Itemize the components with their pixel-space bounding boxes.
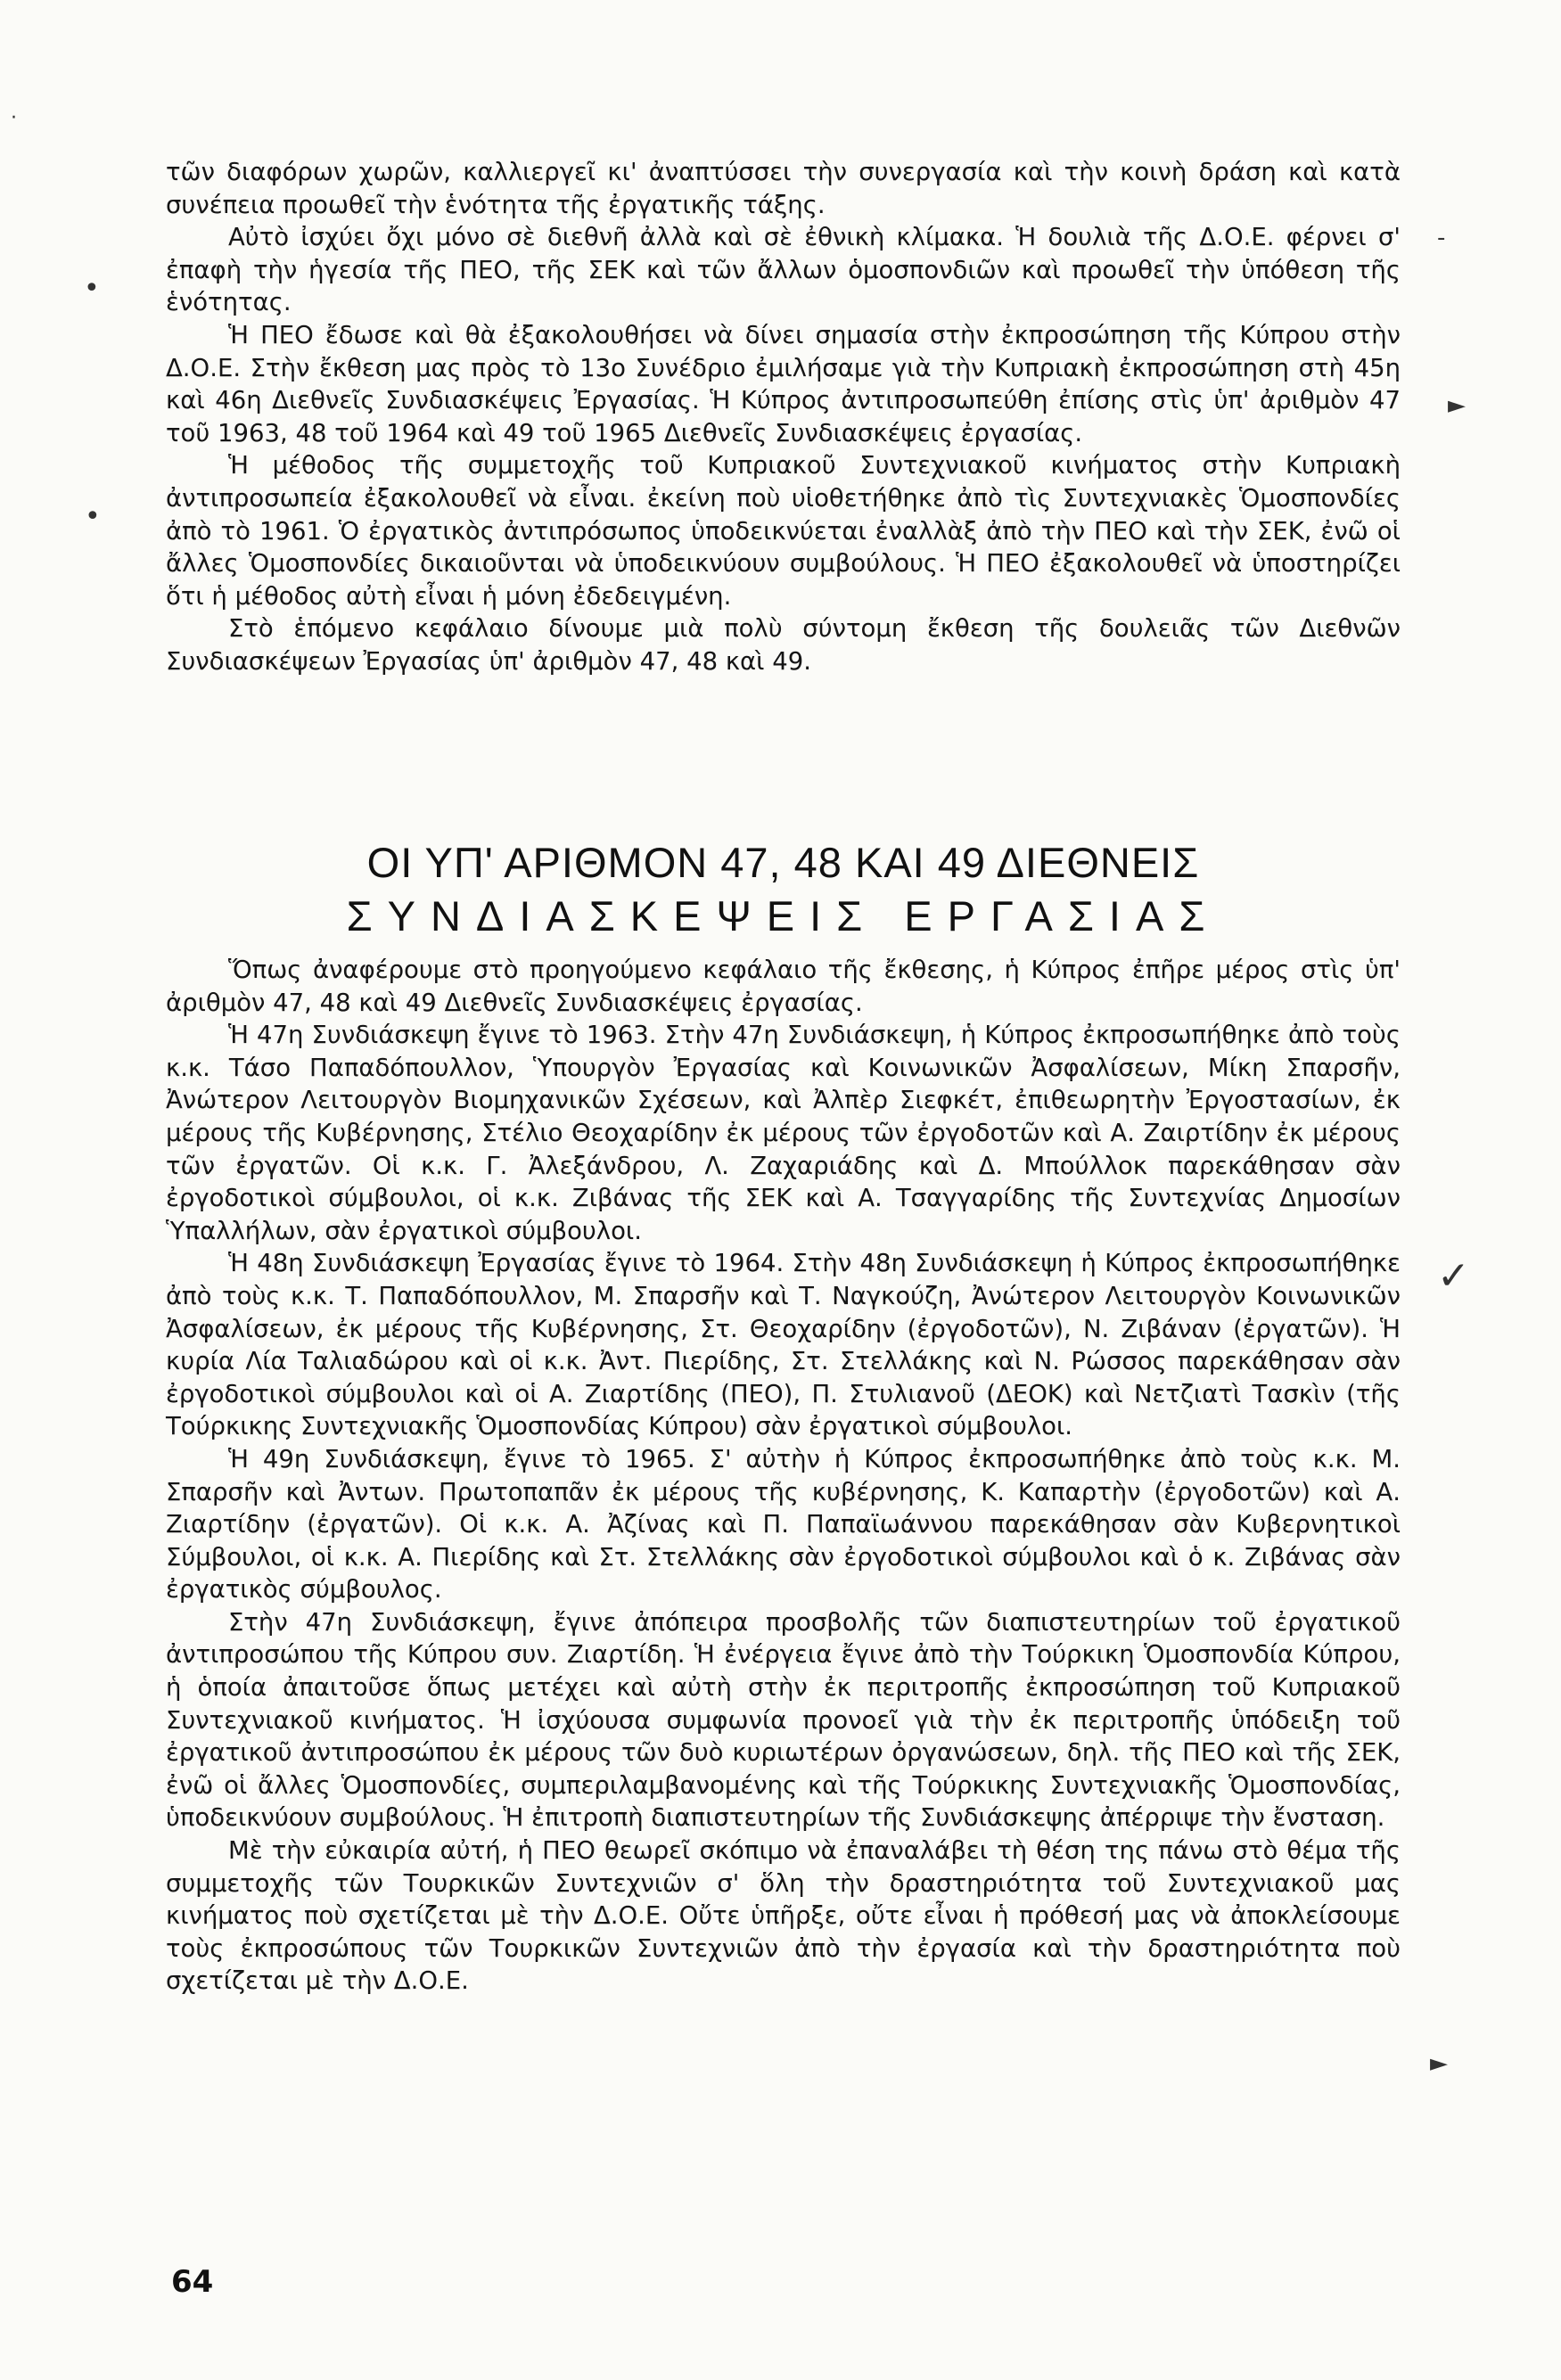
page-number: 64 xyxy=(171,2264,214,2300)
section-heading-line: ΟΙ ΥΠ' ΑΡΙΘΜΟΝ 47, 48 ΚΑΙ 49 ΔΙΕΘΝΕΙΣ xyxy=(366,839,1200,886)
margin-dot: • xyxy=(84,273,100,304)
section-heading-line: ΣΥΝΔΙΑΣΚΕΨΕΙΣ ΕΡΓΑΣΙΑΣ xyxy=(346,892,1220,940)
margin-dash: - xyxy=(1437,225,1446,251)
margin-dot: • xyxy=(85,501,101,532)
paragraph: Ἡ 49η Συνδιάσκεψη, ἔγινε τὸ 1965. Σ' αὐτὴν ἡ Κύπρος ἐκπροσωπήθηκε ἀπὸ τοὺς κ.κ. Μ. Σπαρσῆν καὶ Ἀντων. Πρωτοπαπᾶν ἐκ μέρους τῆς κυβέρνησης, Κ. Καπαρτὴν (ἐργοδοτῶν) καὶ Α. Ζιαρτίδην (ἐργατῶν). Οἱ κ.κ. Α. Ἀζίνας καὶ Π. Παπαϊωάννου παρεκάθησαν σὰν Κυβερνητικοὶ Σύμβουλοι, οἱ κ.κ. Α. Πιερίδης καὶ Στ. Στελλάκης σὰν ἐργοδοτικοὶ σύμβουλοι καὶ ὁ κ. Ζιβάνας σὰν ἐργατικὸς σύμβουλος. xyxy=(166,1444,1401,1604)
paragraph: Αὐτὸ ἰσχύει ὄχι μόνο σὲ διεθνῆ ἀλλὰ καὶ σὲ ἐθνικὴ κλίμακα. Ἡ δουλιὰ τῆς Δ.Ο.Ε. φέρνει σ' ἐπαφὴ τὴν ἡγεσία τῆς ΠΕΟ, τῆς ΣΕΚ καὶ τῶν ἄλλων ὁμοσπονδιῶν καὶ προωθεῖ τὴν ὑπόθεση τῆς ἑνότητας. xyxy=(166,223,1401,317)
paragraph: Ἡ μέθοδος τῆς συμμετοχῆς τοῦ Κυπριακοῦ Συντεχνιακοῦ κινήματος στὴν Κυπριακὴ ἀντιπροσωπεία ἐξακολουθεῖ νὰ εἶναι. ἐκείνη ποὺ υἱοθετήθηκε ἀπὸ τὶς Συντεχνιακὲς Ὁμοσπονδίες ἀπὸ τὸ 1961. Ὁ ἐργατικὸς ἀντιπρόσωπος ὑποδεικνύεται ἐναλλὰξ ἀπὸ τὴν ΠΕΟ καὶ τὴν ΣΕΚ, ἐνῶ οἱ ἄλλες Ὁμοσπονδίες δικαιοῦνται νὰ ὑποδεικνύουν συμβούλους. Ἡ ΠΕΟ ἐξακολουθεῖ νὰ ὑποστηρίζει ὅτι ἡ μέθοδος αὐτὴ εἶναι ἡ μόνη ἐδεδειγμένη. xyxy=(166,451,1401,611)
section-text-block xyxy=(166,954,1401,1998)
margin-dot: · xyxy=(11,107,17,129)
paragraph: τῶν διαφόρων χωρῶν, καλλιεργεῖ κι' ἀναπτύσσει τὴν συνεργασία καὶ τὴν κοινὴ δράση καὶ κατὰ συνέπεια προωθεῖ τὴν ἑνότητα τῆς ἐργατικῆς τάξης. xyxy=(166,158,1401,219)
margin-arrow: ► xyxy=(1448,392,1466,419)
paragraph: Στὴν 47η Συνδιάσκεψη, ἔγινε ἀπόπειρα προσβολῆς τῶν διαπιστευτηρίων τοῦ ἐργατικοῦ ἀντιπροσώπου τῆς Κύπρου συν. Ζιαρτίδη. Ἡ ἐνέργεια ἔγινε ἀπὸ τὴν Τούρκικη Ὁμοσπονδία Κύπρου, ἡ ὁποία ἀπαιτοῦσε ὅπως μετέχει καὶ αὐτὴ στὴν ἐκ περιτροπῆς ἐκπροσώπηση τοῦ Κυπριακοῦ Συντεχνιακοῦ κινήματος. Ἡ ἰσχύουσα συμφωνία προνοεῖ γιὰ τὴν ἐκ περιτροπῆς ὑπόδειξη τοῦ ἐργατικοῦ ἀντιπροσώπου ἐκ μέρους τῶν δυὸ κυριωτέρων ὀργανώσεων, δηλ. τῆς ΠΕΟ καὶ τῆς ΣΕΚ, ἐνῶ οἱ ἄλλες Ὁμοσπονδίες, συμπεριλαμβανομένης καὶ τῆς Τούρκικης Συντεχνιακῆς Ὁμοσπονδίας, ὑποδεικνύουν συμβούλους. Ἡ ἐπιτροπὴ διαπιστευτηρίων τῆς Συνδιάσκεψης ἀπέρριψε τὴν ἔνσταση. xyxy=(166,1607,1401,1833)
paragraph: Μὲ τὴν εὐκαιρία αὐτή, ἡ ΠΕΟ θεωρεῖ σκόπιμο νὰ ἐπαναλάβει τὴ θέση της πάνω στὸ θέμα τῆς συμμετοχῆς τῶν Τουρκικῶν Συντεχνιῶν σ' ὅλη τὴν δραστηριότητα τοῦ Συντεχνιακοῦ μας κινήματος ποὺ σχετίζεται μὲ τὴν Δ.Ο.Ε. Οὔτε ὑπῆρξε, οὔτε εἶναι ἡ πρόθεσή μας νὰ ἀποκλείσουμε τοὺς ἐκπροσώπους τῶν Τουρκικῶν Συντεχνιῶν ἀπὸ τὴν ἐργασία καὶ τὴν δραστηριότητα ποὺ σχετίζεται μὲ τὴν Δ.Ο.Ε. xyxy=(166,1836,1401,1996)
section-heading xyxy=(166,836,1401,943)
margin-check: ✓ xyxy=(1437,1253,1470,1299)
paragraph: Στὸ ἑπόμενο κεφάλαιο δίνουμε μιὰ πολὺ σύντομη ἔκθεση τῆς δουλειᾶς τῶν Διεθνῶν Συνδιασκέψεων Ἐργασίας ὑπ' ἀριθμὸν 47, 48 καὶ 49. xyxy=(166,614,1401,676)
paragraph: Ἡ 47η Συνδιάσκεψη ἔγινε τὸ 1963. Στὴν 47η Συνδιάσκεψη, ἡ Κύπρος ἐκπροσωπήθηκε ἀπὸ τοὺς κ.κ. Τάσο Παπαδόπουλλον, Ὑπουργὸν Ἐργασίας καὶ Κοινωνικῶν Ἀσφαλίσεων, Μίκη Σπαρσῆν, Ἀνώτερον Λειτουργὸν Βιομηχανικῶν Σχέσεων, καὶ Ἀλπὲρ Σιεφκέτ, ἐπιθεωρητὴν Ἐργοστασίων, ἐκ μέρους τῆς Κυβέρνησης, Στέλιο Θεοχαρίδην ἐκ μέρους τῶν ἐργοδοτῶν καὶ Α. Ζαιρτίδην ἐκ μέρους τῶν ἐργατῶν. Οἱ κ.κ. Γ. Ἀλεξάνδρου, Λ. Ζαχαριάδης καὶ Δ. Μπούλλοκ παρεκάθησαν σὰν ἐργοδοτικοὶ σύμβουλοι, οἱ κ.κ. Ζιβάνας τῆς ΣΕΚ καὶ Α. Τσαγγαρίδης τῆς Συντεχνίας Δημοσίων Ὑπαλλήλων, σὰν ἐργατικοὶ σύμβουλοι. xyxy=(166,1021,1401,1245)
intro-text-block xyxy=(166,156,1401,678)
paragraph: Ὅπως ἀναφέρουμε στὸ προηγούμενο κεφάλαιο τῆς ἔκθεσης, ἡ Κύπρος ἐπῆρε μέρος στὶς ὑπ' ἀριθμὸν 47, 48 καὶ 49 Διεθνεῖς Συνδιασκέψεις ἐργασίας. xyxy=(166,956,1401,1017)
paragraph: Ἡ 48η Συνδιάσκεψη Ἐργασίας ἔγινε τὸ 1964. Στὴν 48η Συνδιάσκεψη ἡ Κύπρος ἐκπροσωπήθηκε ἀπὸ τοὺς κ.κ. Τ. Παπαδόπουλλον, Μ. Σπαρσῆν καὶ Τ. Ναγκούζη, Ἀνώτερον Λειτουργὸν Κοινωνικῶν Ἀσφαλίσεων, ἐκ μέρους τῆς Κυβέρνησης, Στ. Θεοχαρίδην (ἐργοδοτῶν), Ν. Ζιβάναν (ἐργατῶν). Ἡ κυρία Λία Ταλιαδώρου καὶ οἱ κ.κ. Ἀντ. Πιερίδης, Στ. Στελλάκης καὶ Ν. Ρώσσος παρεκάθησαν σὰν ἐργοδοτικοὶ σύμβουλοι καὶ οἱ Α. Ζιαρτίδης (ΠΕΟ), Π. Στυλιανοῦ (ΔΕΟΚ) καὶ Νετζιατὶ Τασκὶν (τῆς Τούρκικης Συντεχνιακῆς Ὁμοσπονδίας Κύπρου) σὰν ἐργατικοὶ σύμβουλοι. xyxy=(166,1249,1401,1441)
paragraph: Ἡ ΠΕΟ ἔδωσε καὶ θὰ ἐξακολουθήσει νὰ δίνει σημασία στὴν ἐκπροσώπηση τῆς Κύπρου στὴν Δ.Ο.Ε. Στὴν ἔκθεση μας πρὸς τὸ 13ο Συνέδριο ἐμιλήσαμε γιὰ τὴν Κυπριακὴ ἐκπροσώπηση στὴ 45η καὶ 46η Διεθνεῖς Συνδιασκέψεις Ἐργασίας. Ἡ Κύπρος ἀντιπροσωπεύθη ἐπίσης στὶς ὑπ' ἀριθμὸν 47 τοῦ 1963, 48 τοῦ 1964 καὶ 49 τοῦ 1965 Διεθνεῖς Συνδιασκέψεις ἐργασίας. xyxy=(166,320,1401,447)
margin-arrow: ► xyxy=(1430,2050,1448,2077)
